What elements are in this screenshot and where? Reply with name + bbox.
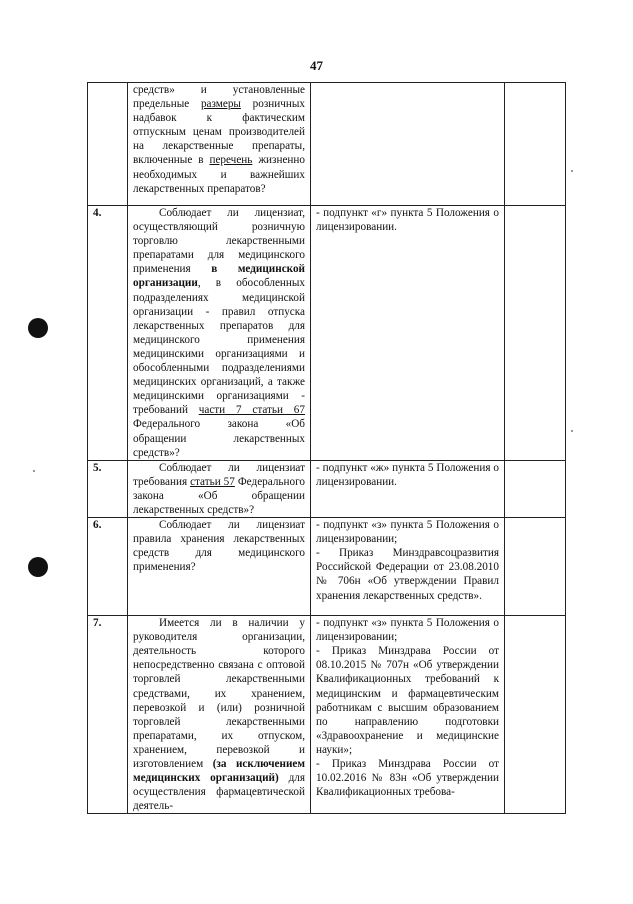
question-text: , в обособленных подразделениях медицинской организации - правил отпуска лекарственных препаратов для медицинского применения медицинскими организациями и обособленными подразделениями медицинских организаций, а также медицинскими организациями - требований (133, 277, 305, 417)
table-row (88, 616, 566, 814)
scan-speck (571, 430, 573, 432)
question-text: розничных надбавок к фактическим отпускным ценам производителей на лекарственные препараты, включенные в (133, 98, 305, 167)
requirement-question (128, 616, 311, 814)
empty-answer-cell (505, 206, 566, 461)
row-number: 5. (88, 460, 128, 517)
question-text: Соблюдает ли лицензиат, осуществляющий розничную торговлю лекарственными препаратами для медицинского применения (133, 207, 305, 276)
empty-answer-cell (505, 518, 566, 616)
table-row (88, 206, 566, 461)
legal-reference-link: части 7 статьи 67 (198, 404, 305, 417)
legal-basis (311, 518, 505, 616)
row-number: 7. (88, 616, 128, 814)
scan-speck (571, 170, 573, 172)
table-row (88, 518, 566, 616)
empty-answer-cell (505, 83, 566, 206)
question-text: средств» и установленные предельные (133, 84, 305, 111)
legal-reference-link: размеры (200, 98, 241, 111)
table-body (88, 83, 566, 814)
legal-basis-item: - подпункт «г» пункта 5 Положения о лицензировании. (316, 207, 499, 234)
scan-speck (33, 470, 35, 472)
legal-basis-item: - подпункт «з» пункта 5 Положения о лицензировании; (316, 617, 499, 644)
question-text: Имеется ли в наличии у руководителя организации, деятельность которого непосредственно связана с оптовой торговлей лекарственными средствами, их хранением, перевозкой и (или) розничной торговлей лекарственными препаратами, их отпуском, хранением, перевозкой и изготовлением (133, 617, 305, 770)
table-row (88, 460, 566, 517)
legal-basis (311, 460, 505, 517)
row-number: 4. (88, 206, 128, 461)
empty-answer-cell (505, 460, 566, 517)
question-text: Соблюдает ли лицензиат требования (133, 461, 305, 488)
question-text: жизненно необходимых и важнейших лекарственных препаратов? (133, 154, 305, 195)
question-text: Соблюдает ли лицензиат правила хранения лекарственных средств для медицинского применения? (133, 519, 305, 574)
requirement-question (128, 83, 311, 206)
requirement-question (128, 206, 311, 461)
requirement-question (128, 518, 311, 616)
legal-reference-link: перечень (209, 154, 253, 167)
legal-basis-item: - подпункт «ж» пункта 5 Положения о лицензировании. (316, 461, 499, 488)
legal-basis-item: - подпункт «з» пункта 5 Положения о лицензировании; (316, 519, 499, 546)
legal-reference-link: статьи 57 (190, 475, 235, 488)
requirements-table (87, 82, 566, 814)
question-text: в медицинской организации (133, 263, 305, 290)
requirement-question (128, 460, 311, 517)
legal-basis (311, 83, 505, 206)
row-number: 6. (88, 518, 128, 616)
table-row (88, 83, 566, 206)
legal-basis-item: - Приказ Минздрава России от 08.10.2015 № 707н «Об утверждении Квалификационных требований к медицинским и фармацевтическим работникам с высшим образованием по направлению подготовки «Здравоохранение и медицинские науки»; (316, 645, 499, 756)
question-text: Федерального закона «Об обращении лекарственных средств»? (133, 475, 305, 516)
page-number: 47 (310, 58, 323, 73)
question-text: Федерального закона «Об обращении лекарственных средств»? (133, 418, 305, 459)
legal-basis-item: - Приказ Минздравсоцразвития Российской Федерации от 23.08.2010 № 706н «Об утверждении Правил хранения лекарственных средств». (316, 547, 499, 602)
legal-basis (311, 616, 505, 814)
question-text: (за исключением медицинских организаций) (133, 758, 305, 785)
question-text: для осуществления фармацевтической деятель- (133, 772, 305, 813)
legal-basis-item: - Приказ Минздрава России от 10.02.2016 № 83н «Об утверждении Квалификационных требова- (316, 758, 499, 799)
empty-answer-cell (505, 616, 566, 814)
legal-basis (311, 206, 505, 461)
row-number (88, 83, 128, 206)
punch-hole (28, 318, 48, 338)
punch-hole (28, 557, 48, 577)
